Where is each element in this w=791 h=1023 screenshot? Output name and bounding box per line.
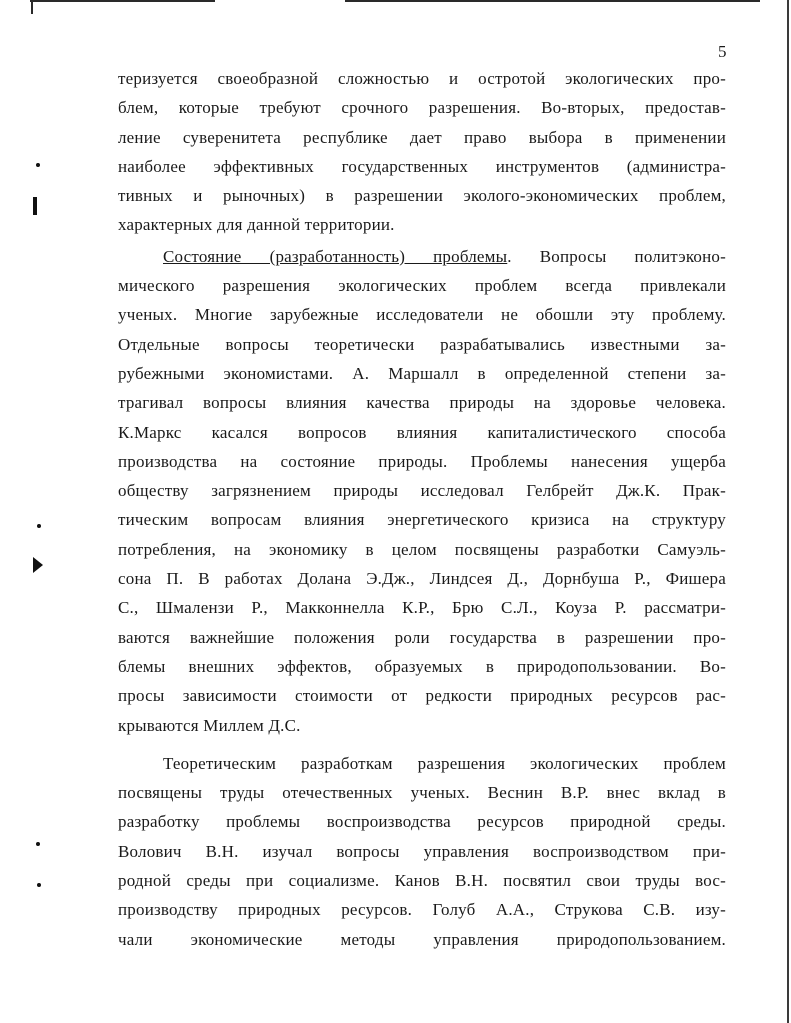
paragraph-3 <box>118 749 726 954</box>
margin-mark-dot <box>36 842 40 846</box>
body-text <box>118 64 726 954</box>
page-number: 5 <box>718 42 727 61</box>
heading-continuation: . Вопросы политэконо- <box>507 246 726 266</box>
text-line: сона П. В работах Долана Э.Дж., Линдсея Д., Дорнбуша Р., Фишера <box>118 569 726 589</box>
text-line: родной среды при социализме. Канов В.Н. посвятил свои труды вос- <box>118 871 726 891</box>
text-line: обществу загрязнением природы исследовал Гелбрейт Дж.К. Прак- <box>118 481 726 501</box>
text-line <box>118 242 726 271</box>
text-line: разработку проблемы воспроизводства ресурсов природной среды. <box>118 812 726 832</box>
text-line: посвящены труды отечественных ученых. Веснин В.Р. внес вклад в <box>118 783 726 803</box>
scan-left-tick <box>31 0 33 14</box>
text-line: Волович В.Н. изучал вопросы управления воспроизводством при- <box>118 841 726 861</box>
margin-mark-dot <box>37 524 41 528</box>
text-line: чали экономические методы управления природопользованием. <box>118 929 726 949</box>
scan-right-edge <box>787 0 789 1023</box>
text-line: производства на состояние природы. Проблемы нанесения ущерба <box>118 451 726 471</box>
text-line: производству природных ресурсов. Голуб А.А., Струкова С.В. изу- <box>118 900 726 920</box>
text-line: Отдельные вопросы теоретически разрабатывались известными за- <box>118 334 726 354</box>
text-line: К.Маркс касался вопросов влияния капиталистического способа <box>118 422 726 442</box>
text-line: ваются важнейшие положения роли государства в разрешении про- <box>118 627 726 647</box>
margin-mark-dot <box>36 163 40 167</box>
text-line: ученых. Многие зарубежные исследователи не обошли эту проблему. <box>118 305 726 325</box>
paragraph-1 <box>118 64 726 240</box>
text-line: просы зависимости стоимости от редкости природных ресурсов рас- <box>118 686 726 706</box>
text-line: трагивал вопросы влияния качества природы на здоровье человека. <box>118 393 726 413</box>
text-line: тивных и рыночных) в разрешении эколого-экономических проблем, <box>118 186 726 206</box>
text-line: блемы внешних эффектов, образуемых в природопользовании. Во- <box>118 656 726 676</box>
section-heading: Состояние (разработанность) проблемы <box>163 246 508 266</box>
text-line: характерных для данной территории. <box>118 215 395 235</box>
text-line: крываются Миллем Д.С. <box>118 715 301 735</box>
scan-top-border <box>30 0 760 2</box>
text-line: мического разрешения экологических проблем всегда привлекали <box>118 276 726 296</box>
text-line: теризуется своеобразной сложностью и остротой экологических про- <box>118 69 726 88</box>
margin-mark-bar <box>33 197 37 215</box>
text-line: ление суверенитета республике дает право выбора в применении <box>118 127 726 147</box>
margin-mark-arrow <box>33 557 43 573</box>
text-line: Теоретическим разработкам разрешения экологических проблем <box>163 753 726 773</box>
text-line: рубежными экономистами. А. Маршалл в определенной степени за- <box>118 363 726 383</box>
text-line: наиболее эффективных государственных инструментов (администра- <box>118 156 726 176</box>
text-line: блем, которые требуют срочного разрешения. Во-вторых, предостав- <box>118 98 726 118</box>
text-line: потребления, на экономику в целом посвящены разработки Самуэль- <box>118 539 726 559</box>
text-line: С., Шмалензи Р., Макконнелла К.Р., Брю С.Л., Коуза Р. рассматри- <box>118 598 726 618</box>
text-line: тическим вопросам влияния энергетического кризиса на структуру <box>118 510 726 530</box>
paragraph-2 <box>118 242 726 740</box>
margin-mark-dot <box>37 883 41 887</box>
scan-top-border-gap <box>215 0 345 3</box>
